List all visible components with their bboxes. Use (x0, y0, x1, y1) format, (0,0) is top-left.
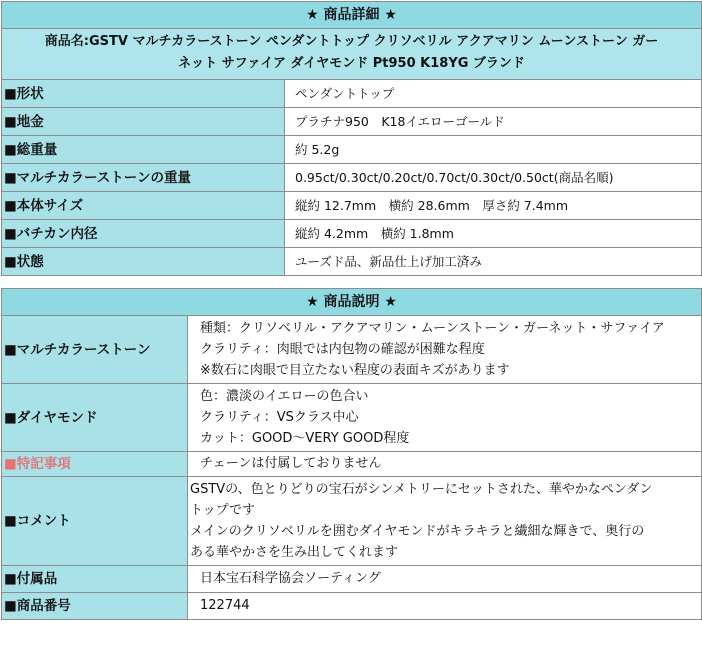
diamond-label: ■ダイヤモンド (2, 384, 188, 452)
comment-line: トップです (190, 503, 256, 518)
condition-value: ユーズド品、新品仕上げ加工済み (285, 248, 702, 276)
product-title-line2: ネット サファイア ダイヤモンド Pt950 K18YG ブランド (178, 56, 525, 71)
diamond-line: カット：GOOD～VERY GOOD程度 (200, 431, 410, 446)
details-table (1, 1, 702, 276)
shape-label: ■形状 (2, 80, 285, 108)
multicolor-line: 種類：クリソベリル・アクアマリン・ムーンストーン・ガーネット・サファイア (200, 321, 665, 336)
comment-label: ■コメント (2, 477, 188, 566)
details-header: ★ 商品詳細 ★ (2, 2, 702, 29)
description-table (1, 288, 702, 620)
body-size-label: ■本体サイズ (2, 192, 285, 220)
accessory-label: ■付属品 (2, 566, 188, 593)
stone-weight-value: 0.95ct/0.30ct/0.20ct/0.70ct/0.30ct/0.50ct(商品名順) (285, 164, 702, 192)
condition-label: ■状態 (2, 248, 285, 276)
special-notes-value: チェーンは付属しておりません (188, 452, 702, 477)
comment-line: メインのクリソベリルを囲むダイヤモンドがキラキラと繊細な輝きで、奥行の (190, 524, 645, 539)
diamond-line: 色：濃淡のイエローの色合い (200, 389, 369, 404)
shape-value: ペンダントトップ (285, 80, 702, 108)
product-title (2, 29, 702, 80)
multicolor-value (188, 316, 702, 384)
diamond-value (188, 384, 702, 452)
diamond-line: クラリティ：VSクラス中心 (200, 410, 359, 425)
total-weight-value: 約 5.2g (285, 136, 702, 164)
bail-size-value: 縦約 4.2mm 横約 1.8mm (285, 220, 702, 248)
multicolor-line: クラリティ：肉眼では内包物の確認が困難な程度 (200, 342, 485, 357)
multicolor-label: ■マルチカラーストーン (2, 316, 188, 384)
stone-weight-label: ■マルチカラーストーンの重量 (2, 164, 285, 192)
description-header: ★ 商品説明 ★ (2, 289, 702, 316)
comment-value (188, 477, 702, 566)
accessory-value: 日本宝石科学協会ソーティング (188, 566, 702, 593)
special-notes-label: ■特記事項 (2, 452, 188, 477)
comment-line: ある華やかさを生み出してくれます (190, 545, 399, 560)
product-title-line1: 商品名:GSTV マルチカラーストーン ペンダントトップ クリソベリル アクアマリン ムーンストーン ガー (44, 34, 659, 49)
bail-size-label: ■バチカン内径 (2, 220, 285, 248)
multicolor-line: ※数石に肉眼で目立たない程度の表面キズがあります (200, 363, 510, 378)
metal-value: プラチナ950 K18イエローゴールド (285, 108, 702, 136)
item-number-value: 122744 (188, 593, 702, 620)
body-size-value: 縦約 12.7mm 横約 28.6mm 厚さ約 7.4mm (285, 192, 702, 220)
comment-line: GSTVの、色とりどりの宝石がシンメトリーにセットされた、華やかなペンダン (190, 482, 653, 497)
item-number-label: ■商品番号 (2, 593, 188, 620)
total-weight-label: ■総重量 (2, 136, 285, 164)
metal-label: ■地金 (2, 108, 285, 136)
